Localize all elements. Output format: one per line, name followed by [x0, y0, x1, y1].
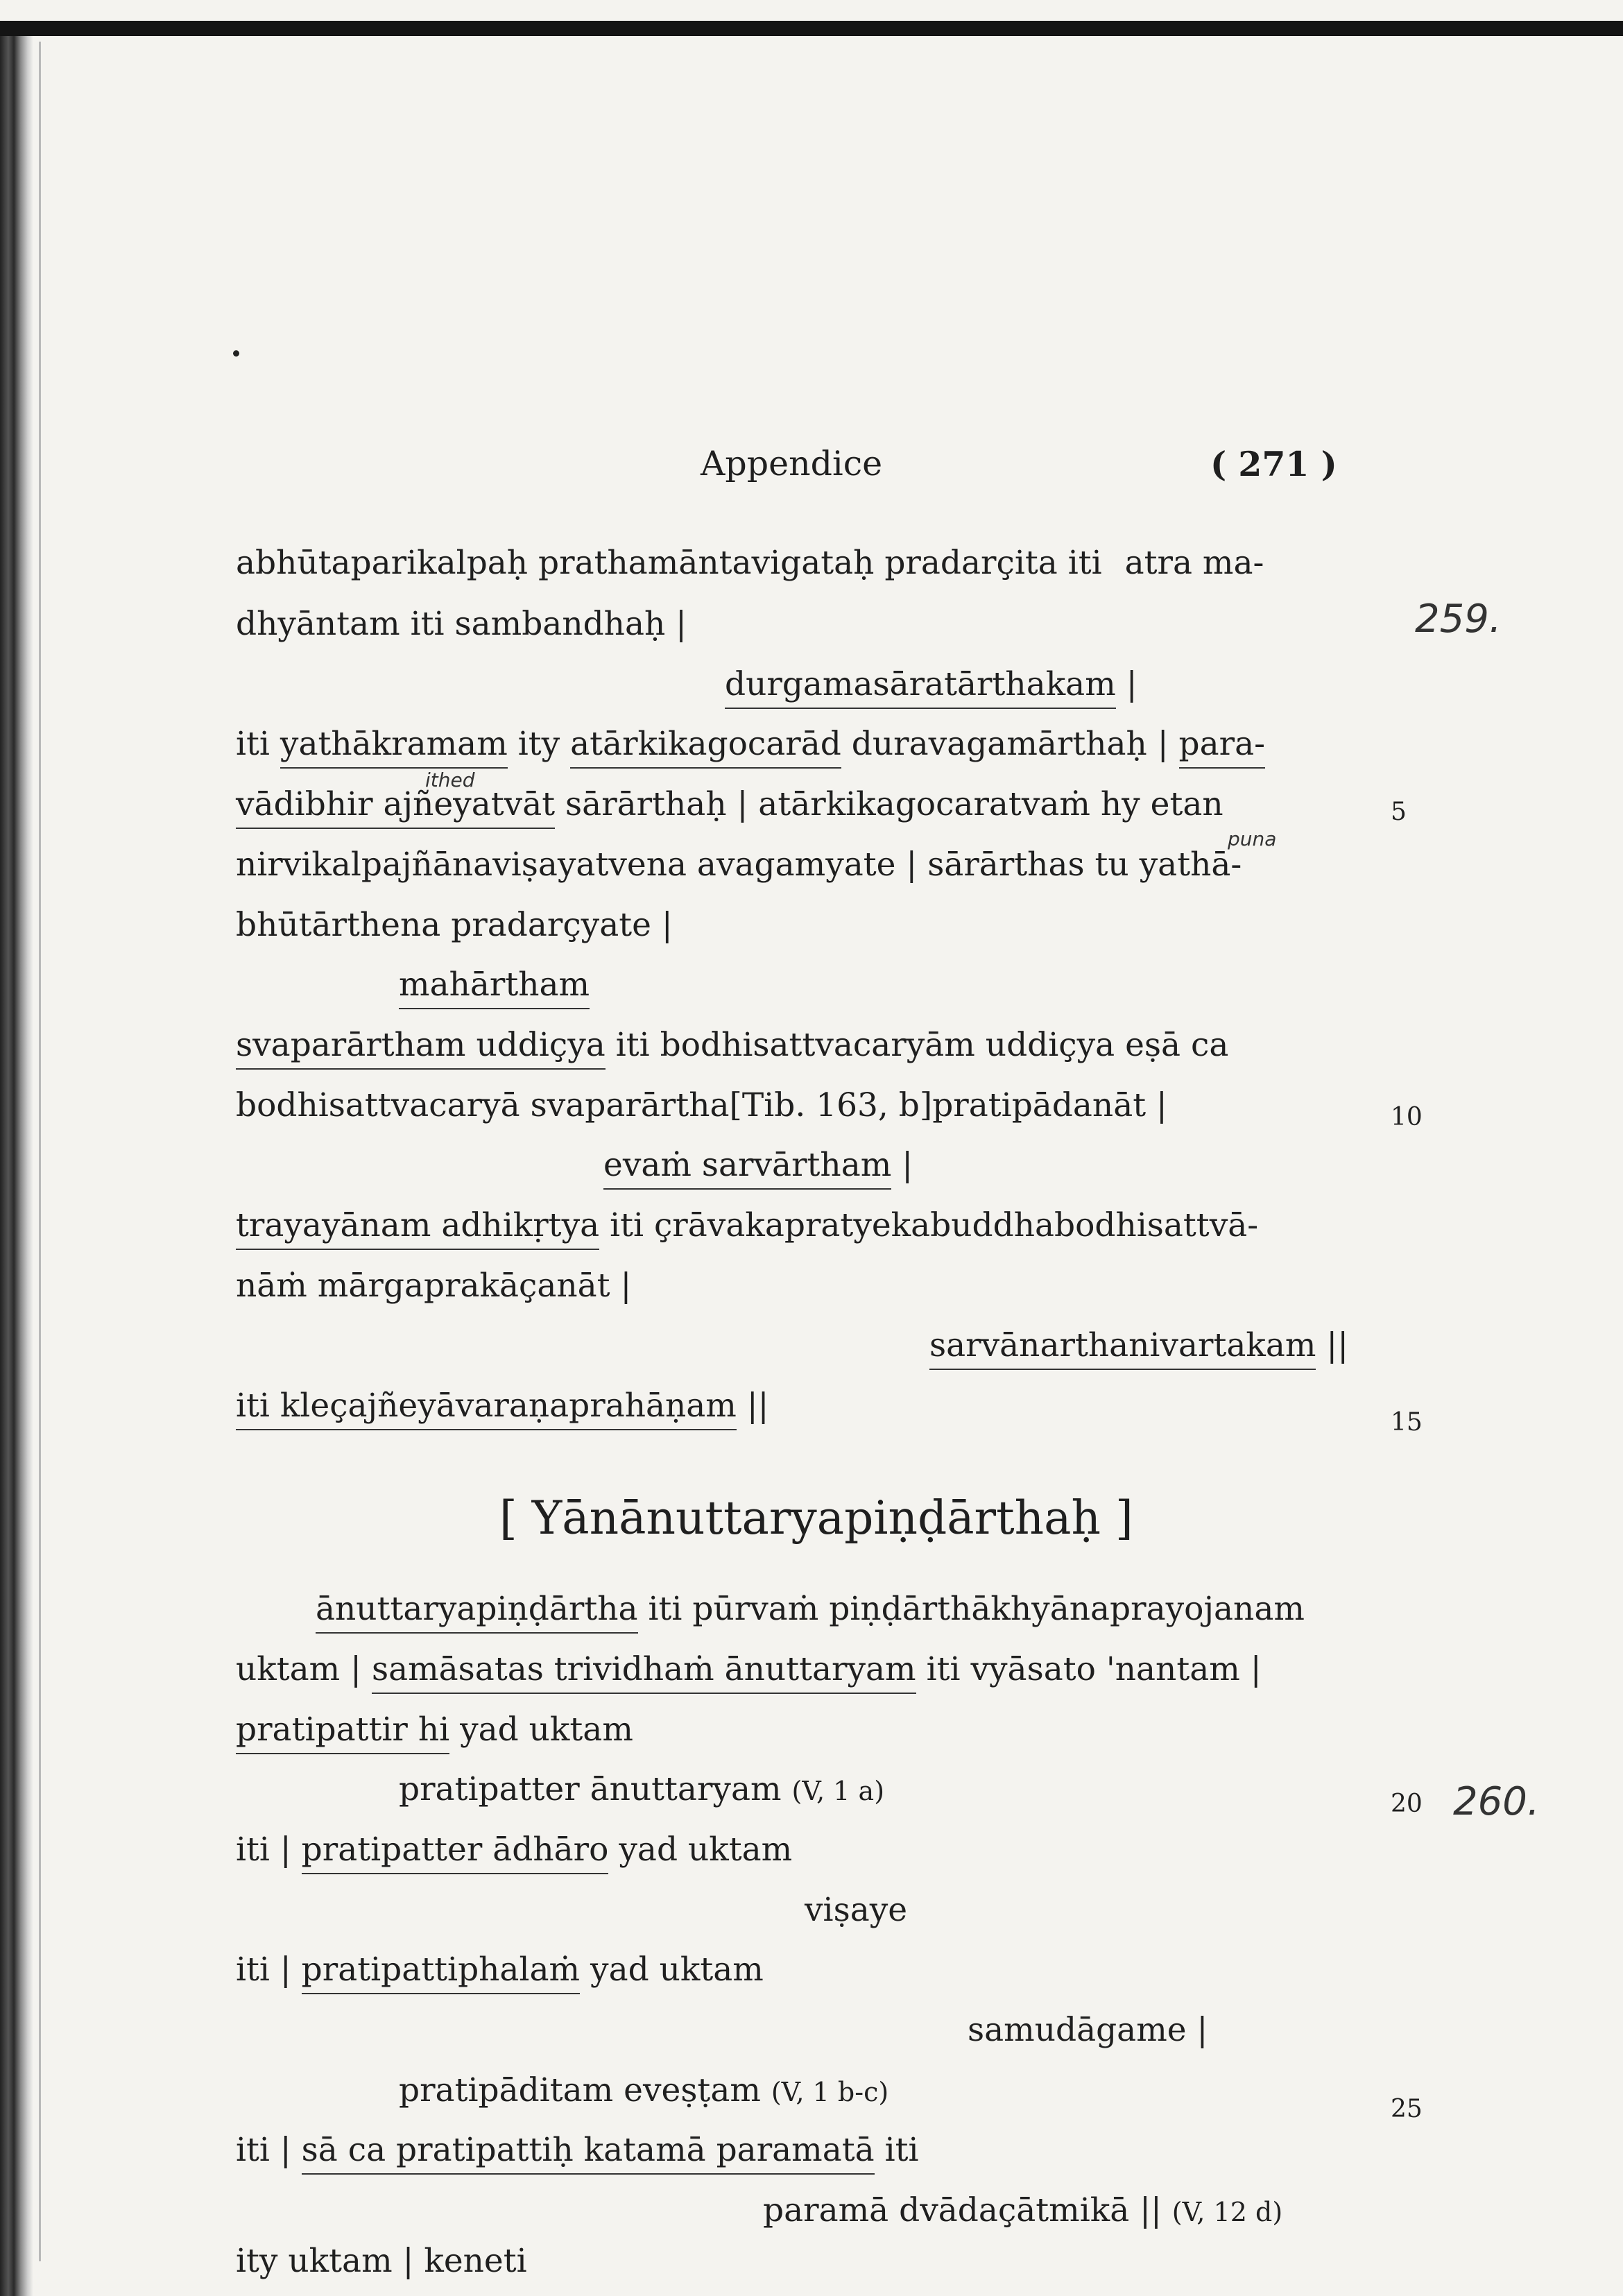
interlinear-note-above: ithed	[425, 769, 475, 791]
text-line-23: samudāgame |	[968, 2011, 1208, 2049]
text-line-15: iti kleçajñeyāvaraṇaprahāṇam ||	[236, 1385, 769, 1427]
interlinear-note-below: puna	[1228, 828, 1277, 850]
text-line-25: iti | sā ca pratipattiḥ katamā paramatā iti	[236, 2130, 919, 2171]
text-line-27: ity uktam | keneti	[236, 2242, 527, 2280]
text-line-22: iti | pratipattiphalaṁ yad uktam	[236, 1949, 764, 1991]
margin-note-260: 260.	[1453, 1779, 1540, 1824]
text-line-7: bhūtārthena pradarçyate |	[236, 906, 673, 944]
text-line-18: pratipattir hi yad uktam	[236, 1709, 633, 1751]
text-line-17: uktam | samāsatas trividhaṁ ānuttaryam iti vyāsato 'nantam |	[236, 1649, 1262, 1690]
top-scan-border	[0, 21, 1623, 36]
text-line-24: pratipāditam eveṣṭam (V, 1 b-c)	[399, 2071, 889, 2109]
text-line-5: vādibhir ajñeyatvāt sārārthaḥ | atārkikagocaratvaṁ hy etan	[236, 784, 1223, 825]
text-line-26: paramā dvādaçātmikā || (V, 12 d)	[763, 2191, 1283, 2229]
line-number-15: 15	[1391, 1408, 1423, 1437]
line-number-20: 20	[1391, 1790, 1423, 1818]
text-line-3: durgamasāratārthakam |	[725, 664, 1137, 705]
line-number-25: 25	[1391, 2095, 1423, 2123]
line-number-10: 10	[1391, 1103, 1423, 1131]
text-line-11: evaṁ sarvārtham |	[603, 1145, 913, 1186]
line-number-5: 5	[1391, 798, 1407, 826]
page-number: ( 271 )	[1210, 444, 1337, 484]
text-line-13: nāṁ mārgaprakāçanāt |	[236, 1267, 632, 1305]
text-line-12: trayayānam adhikṛtya iti çrāvakapratyekabuddhabodhisattvā-	[236, 1205, 1258, 1246]
text-line-19: pratipatter ānuttaryam (V, 1 a)	[399, 1770, 885, 1808]
text-line-16: ānuttaryapiṇḍārtha iti pūrvaṁ piṇḍārthākhyānaprayojanam	[316, 1588, 1305, 1630]
text-line-8: mahārtham	[399, 964, 590, 1006]
text-line-4: iti yathākramam ity atārkikagocarād duravagamārthaḥ | para-	[236, 723, 1265, 765]
text-line-14: sarvānarthanivartakam ||	[929, 1325, 1348, 1367]
running-head-title: Appendice	[701, 444, 883, 483]
book-spine-shadow	[0, 36, 33, 2296]
text-line-2: dhyāntam iti sambandhaḥ |	[236, 605, 687, 643]
text-line-1: abhūtaparikalpaḥ prathamāntavigataḥ pradarçita iti atra ma-	[236, 544, 1264, 582]
text-line-21: viṣaye	[805, 1891, 908, 1929]
text-line-20: iti | pratipatter ādhāro yad uktam	[236, 1829, 792, 1871]
margin-note-259: 259.	[1415, 597, 1502, 642]
section-title: [ Yānānuttaryapiṇḍārthaḥ ]	[499, 1491, 1133, 1545]
ink-speck	[233, 350, 239, 357]
spine-edge-line	[39, 42, 41, 2261]
text-line-6: nirvikalpajñānaviṣayatvena avagamyate | sārārthas tu yathā-	[236, 846, 1242, 884]
text-line-9: svaparārtham uddiçya iti bodhisattvacaryām uddiçya eṣā ca	[236, 1025, 1228, 1066]
text-line-10: bodhisattvacaryā svaparārtha[Tib. 163, b]pratipādanāt |	[236, 1086, 1167, 1124]
